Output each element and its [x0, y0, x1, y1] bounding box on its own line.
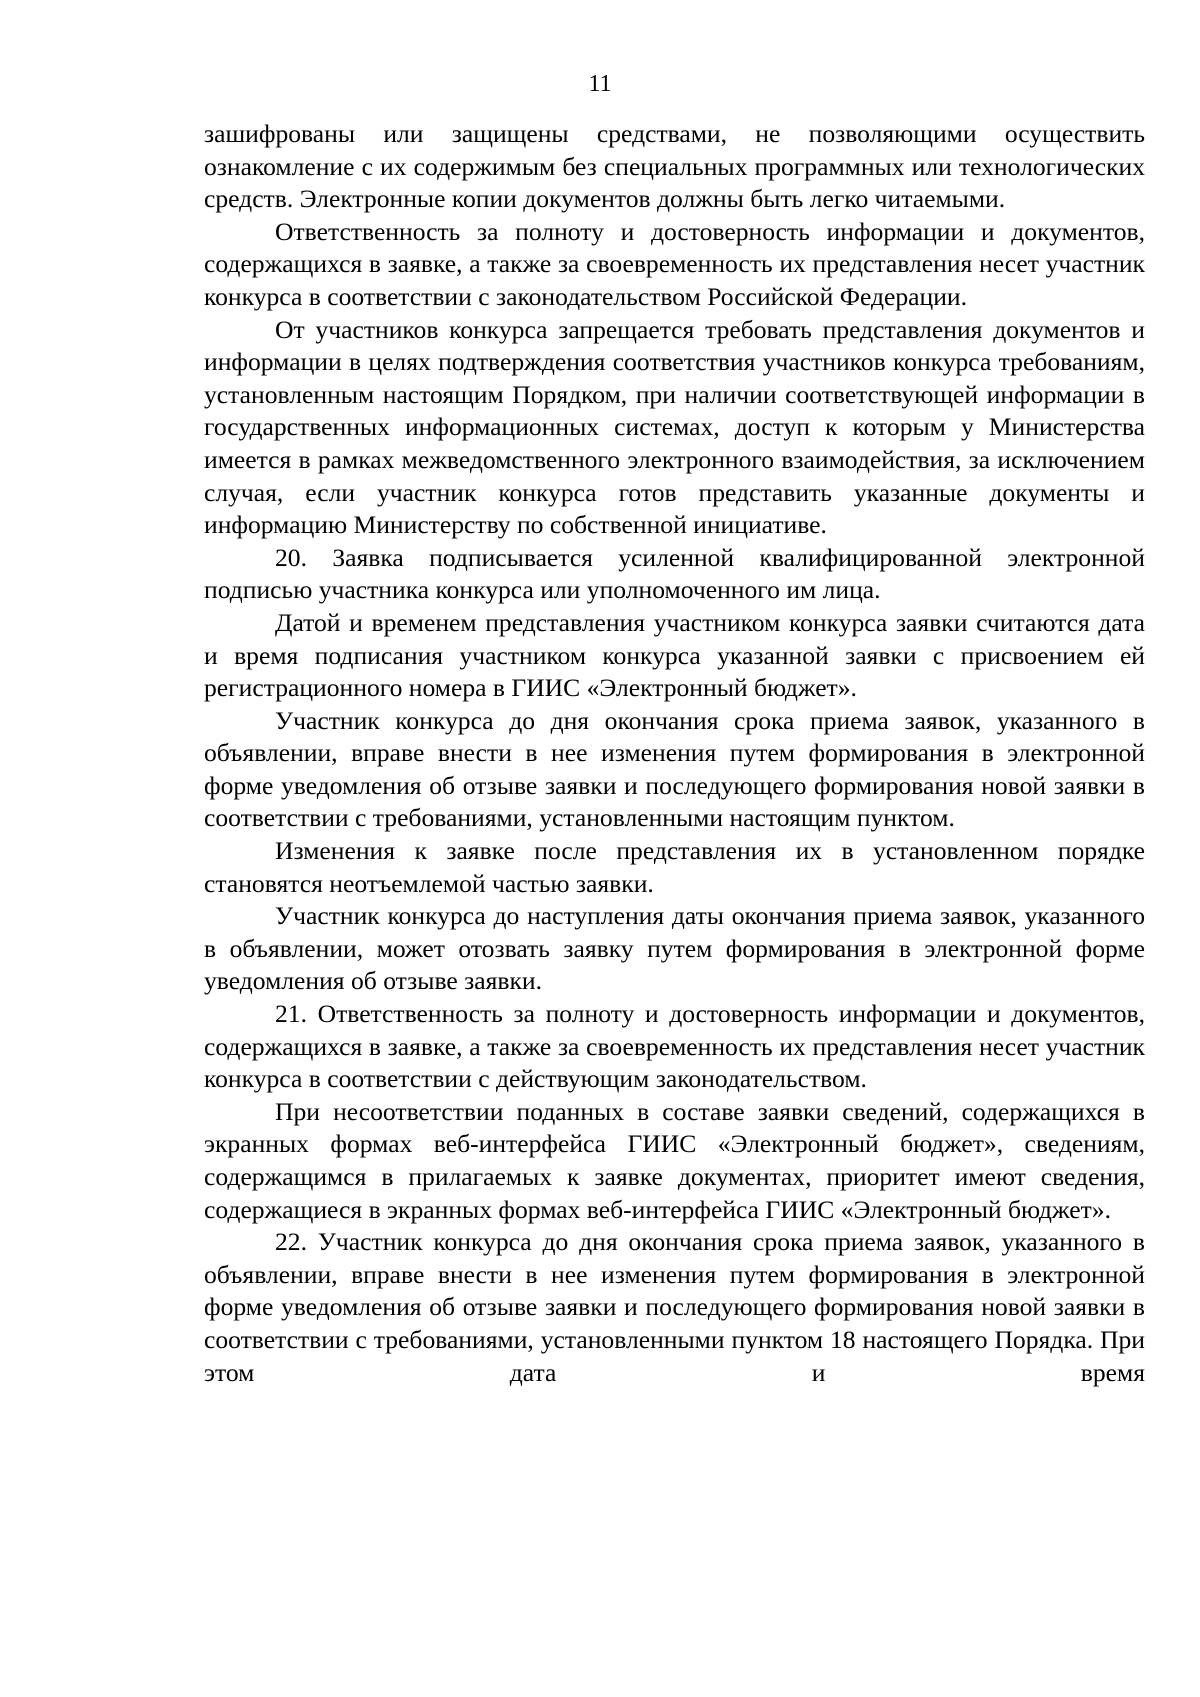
paragraph: Датой и временем представления участником конкурса заявки считаются дата и время подписания участником конкурса указанной заявки с присвоением ей регистрационного номера в ГИИС «Электронный бюджет». — [204, 607, 1145, 703]
paragraph: При несоответствии поданных в составе заявки сведений, содержащихся в экранных формах веб-интерфейса ГИИС «Электронный бюджет», сведениям, содержащимся в прилагаемых к заявке документах, приоритет имеют сведения, содержащиеся в экранных формах веб-интерфейса ГИИС «Электронный бюджет». — [204, 1096, 1145, 1224]
paragraph: От участников конкурса запрещается требовать представления документов и информации в целях подтверждения соответствия участников конкурса требованиям, установленным настоящим Порядком, при наличии соответствующей информации в государственных информационных системах, доступ к которым у Министерства имеется в рамках межведомственного электронного взаимодействия, за исключением случая, если участник конкурса готов представить указанные документы и информацию Министерству по собственной инициативе. — [204, 314, 1145, 540]
paragraph-item-22: 22. Участник конкурса до дня окончания срока приема заявок, указанного в объявлении, вправе внести в нее изменения путем формирования в электронной форме уведомления об отзыве заявки и последующего формирования новой заявки в соответствии с требованиями, установленными пунктом 18 настоящего Порядка. При этом дата и время — [204, 1227, 1145, 1387]
paragraph: Изменения к заявке после представления их в установленном порядке становятся неотъемлемой частью заявки. — [204, 836, 1145, 898]
paragraph: Участник конкурса до дня окончания срока приема заявок, указанного в объявлении, вправе внести в нее изменения путем формирования в электронной форме уведомления об отзыве заявки и последующего формирования новой заявки в соответствии с требованиями, установленными настоящим пунктом. — [204, 705, 1145, 833]
document-body — [204, 118, 1145, 1389]
paragraph-item-21: 21. Ответственность за полноту и достоверность информации и документов, содержащихся в заявке, а также за своевременность их представления несет участник конкурса в соответствии с действующим законодательством. — [204, 999, 1145, 1094]
paragraph: Ответственность за полноту и достоверность информации и документов, содержащихся в заявке, а также за своевременность их представления несет участник конкурса в соответствии с законодательством Российской Федерации. — [204, 216, 1145, 311]
paragraph: зашифрованы или защищены средствами, не позволяющими осуществить ознакомление с их содержимым без специальных программных или технологических средств. Электронные копии документов должны быть легко читаемыми. — [204, 119, 1145, 214]
paragraph-item-20: 20. Заявка подписывается усиленной квалифицированной электронной подписью участника конкурса или уполномоченного им лица. — [204, 542, 1145, 605]
page-number: 11 — [588, 71, 612, 97]
paragraph: Участник конкурса до наступления даты окончания приема заявок, указанного в объявлении, может отозвать заявку путем формирования в электронной форме уведомления об отзыве заявки. — [204, 901, 1145, 996]
